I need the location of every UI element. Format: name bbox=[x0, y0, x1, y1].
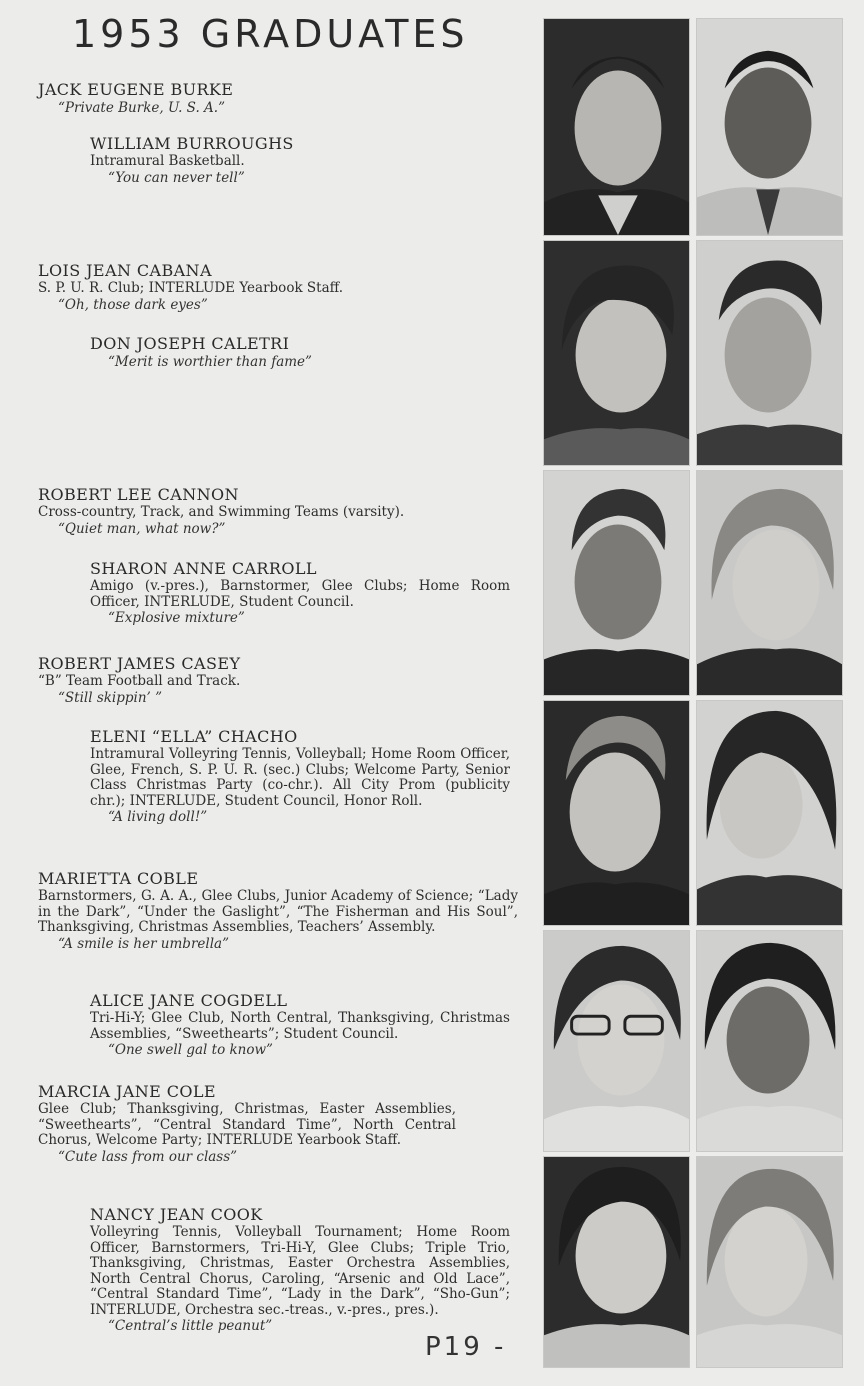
graduate-activities: Glee Club; Thanksgiving, Christmas, Easter Assemblies, “Sweethearts”, “Central Standard Time”, North Central Chorus, Welcome Party; INTERLUDE Yearbook Staff. bbox=[38, 1101, 456, 1148]
graduate-quote: “Private Burke, U. S. A.” bbox=[58, 100, 225, 116]
handwritten-page-note: P19 - bbox=[425, 1332, 507, 1362]
graduate-entry bbox=[90, 1205, 510, 1335]
portrait-photo bbox=[696, 1156, 843, 1368]
graduate-quote: “Oh, those dark eyes” bbox=[58, 296, 208, 313]
portrait-photo bbox=[696, 930, 843, 1152]
graduate-activities: Intramural Volleyring Tennis, Volleyball; Home Room Officer, Glee, French, S. P. U. R. (sec.) Clubs; Welcome Party, Senior Class Christmas Party (co-chr.). All City Prom (publicity chr.); INTERLUDE, Student Council, Honor Roll. bbox=[90, 746, 510, 809]
graduate-name: SHARON ANNE CARROLL bbox=[90, 559, 317, 578]
graduate-entry bbox=[38, 485, 518, 538]
graduate-activities: Barnstormers, G. A. A., Glee Clubs, Junior Academy of Science; “Lady in the Dark”, “Under the Gaslight”, “The Fisherman and His Soul”, Thanksgiving, Christmas Assemblies, Teachers’ Assembly. bbox=[38, 888, 518, 935]
graduate-quote: “Still skippin’ ” bbox=[58, 689, 163, 706]
graduate-entry bbox=[90, 727, 510, 826]
graduate-quote: “One swell gal to know” bbox=[108, 1042, 273, 1058]
portrait-photo bbox=[543, 1156, 690, 1368]
portrait-photo bbox=[543, 18, 690, 236]
graduate-name: JACK EUGENE BURKE bbox=[38, 80, 234, 99]
graduate-quote: “Merit is worthier than fame” bbox=[108, 354, 312, 370]
graduate-activities: S. P. U. R. Club; INTERLUDE Yearbook Staff. bbox=[38, 280, 344, 296]
graduate-quote: “Central’s little peanut” bbox=[108, 1318, 273, 1334]
graduate-entry bbox=[38, 869, 518, 953]
portrait-photo bbox=[696, 240, 843, 466]
graduate-entry bbox=[90, 334, 510, 371]
graduate-quote: “A smile is her umbrella” bbox=[58, 935, 229, 952]
graduate-quote: “Cute lass from our class” bbox=[58, 1148, 238, 1165]
graduate-entry bbox=[38, 80, 518, 117]
portrait-photo bbox=[543, 240, 690, 466]
graduate-quote: “You can never tell” bbox=[108, 169, 245, 186]
graduate-entry bbox=[38, 1082, 518, 1166]
graduate-entry bbox=[90, 559, 510, 627]
portrait-photo bbox=[543, 470, 690, 696]
graduate-name: ALICE JANE COGDELL bbox=[90, 991, 288, 1010]
graduate-activities: Volleyring Tennis, Volleyball Tournament; Home Room Officer, Barnstormers, Tri-Hi-Y, Glee Clubs; Triple Trio, Thanksgiving, Christmas, Easter Orchestra Assemblies, North Central Chorus, Caroling, “Arsenic and Old Lace”, “Central Standard Time”, “Lady in the Dark”, “Sho-Gun”; INTERLUDE, Orchestra sec.-treas., v.-pres., pres.). bbox=[90, 1224, 510, 1318]
graduate-entry bbox=[38, 261, 518, 314]
graduate-name: DON JOSEPH CALETRI bbox=[90, 334, 290, 353]
portrait-grid bbox=[543, 18, 844, 1368]
graduate-name: MARIETTA COBLE bbox=[38, 869, 199, 888]
graduate-entry bbox=[90, 134, 510, 187]
graduate-entry bbox=[38, 654, 518, 707]
page-title: 1953 GRADUATES bbox=[72, 12, 469, 56]
graduate-activities: Cross-country, Track, and Swimming Teams (varsity). bbox=[38, 504, 405, 520]
portrait-photo bbox=[696, 700, 843, 926]
graduate-name: NANCY JEAN COOK bbox=[90, 1205, 263, 1224]
graduate-activities: “B” Team Football and Track. bbox=[38, 673, 241, 689]
graduate-quote: “Explosive mixture” bbox=[108, 610, 245, 626]
graduate-activities: Amigo (v.-pres.), Barnstormer, Glee Clubs; Home Room Officer, INTERLUDE, Student Council. bbox=[90, 578, 510, 610]
graduate-activities: Intramural Basketball. bbox=[90, 153, 245, 169]
portrait-photo bbox=[696, 470, 843, 696]
portrait-photo bbox=[543, 700, 690, 926]
graduate-name: ELENI “ELLA” CHACHO bbox=[90, 727, 298, 746]
graduate-name: WILLIAM BURROUGHS bbox=[90, 134, 294, 153]
portrait-photo bbox=[543, 930, 690, 1152]
graduate-name: ROBERT JAMES CASEY bbox=[38, 654, 241, 673]
graduate-quote: “Quiet man, what now?” bbox=[58, 520, 226, 537]
graduate-name: LOIS JEAN CABANA bbox=[38, 261, 212, 280]
portrait-photo bbox=[696, 18, 843, 236]
graduate-activities: Tri-Hi-Y; Glee Club, North Central, Thanksgiving, Christmas Assemblies, “Sweethearts”; Student Council. bbox=[90, 1010, 510, 1042]
graduate-entry bbox=[90, 991, 510, 1059]
graduate-name: MARCIA JANE COLE bbox=[38, 1082, 216, 1101]
graduate-quote: “A living doll!” bbox=[108, 809, 208, 825]
graduate-name: ROBERT LEE CANNON bbox=[38, 485, 239, 504]
